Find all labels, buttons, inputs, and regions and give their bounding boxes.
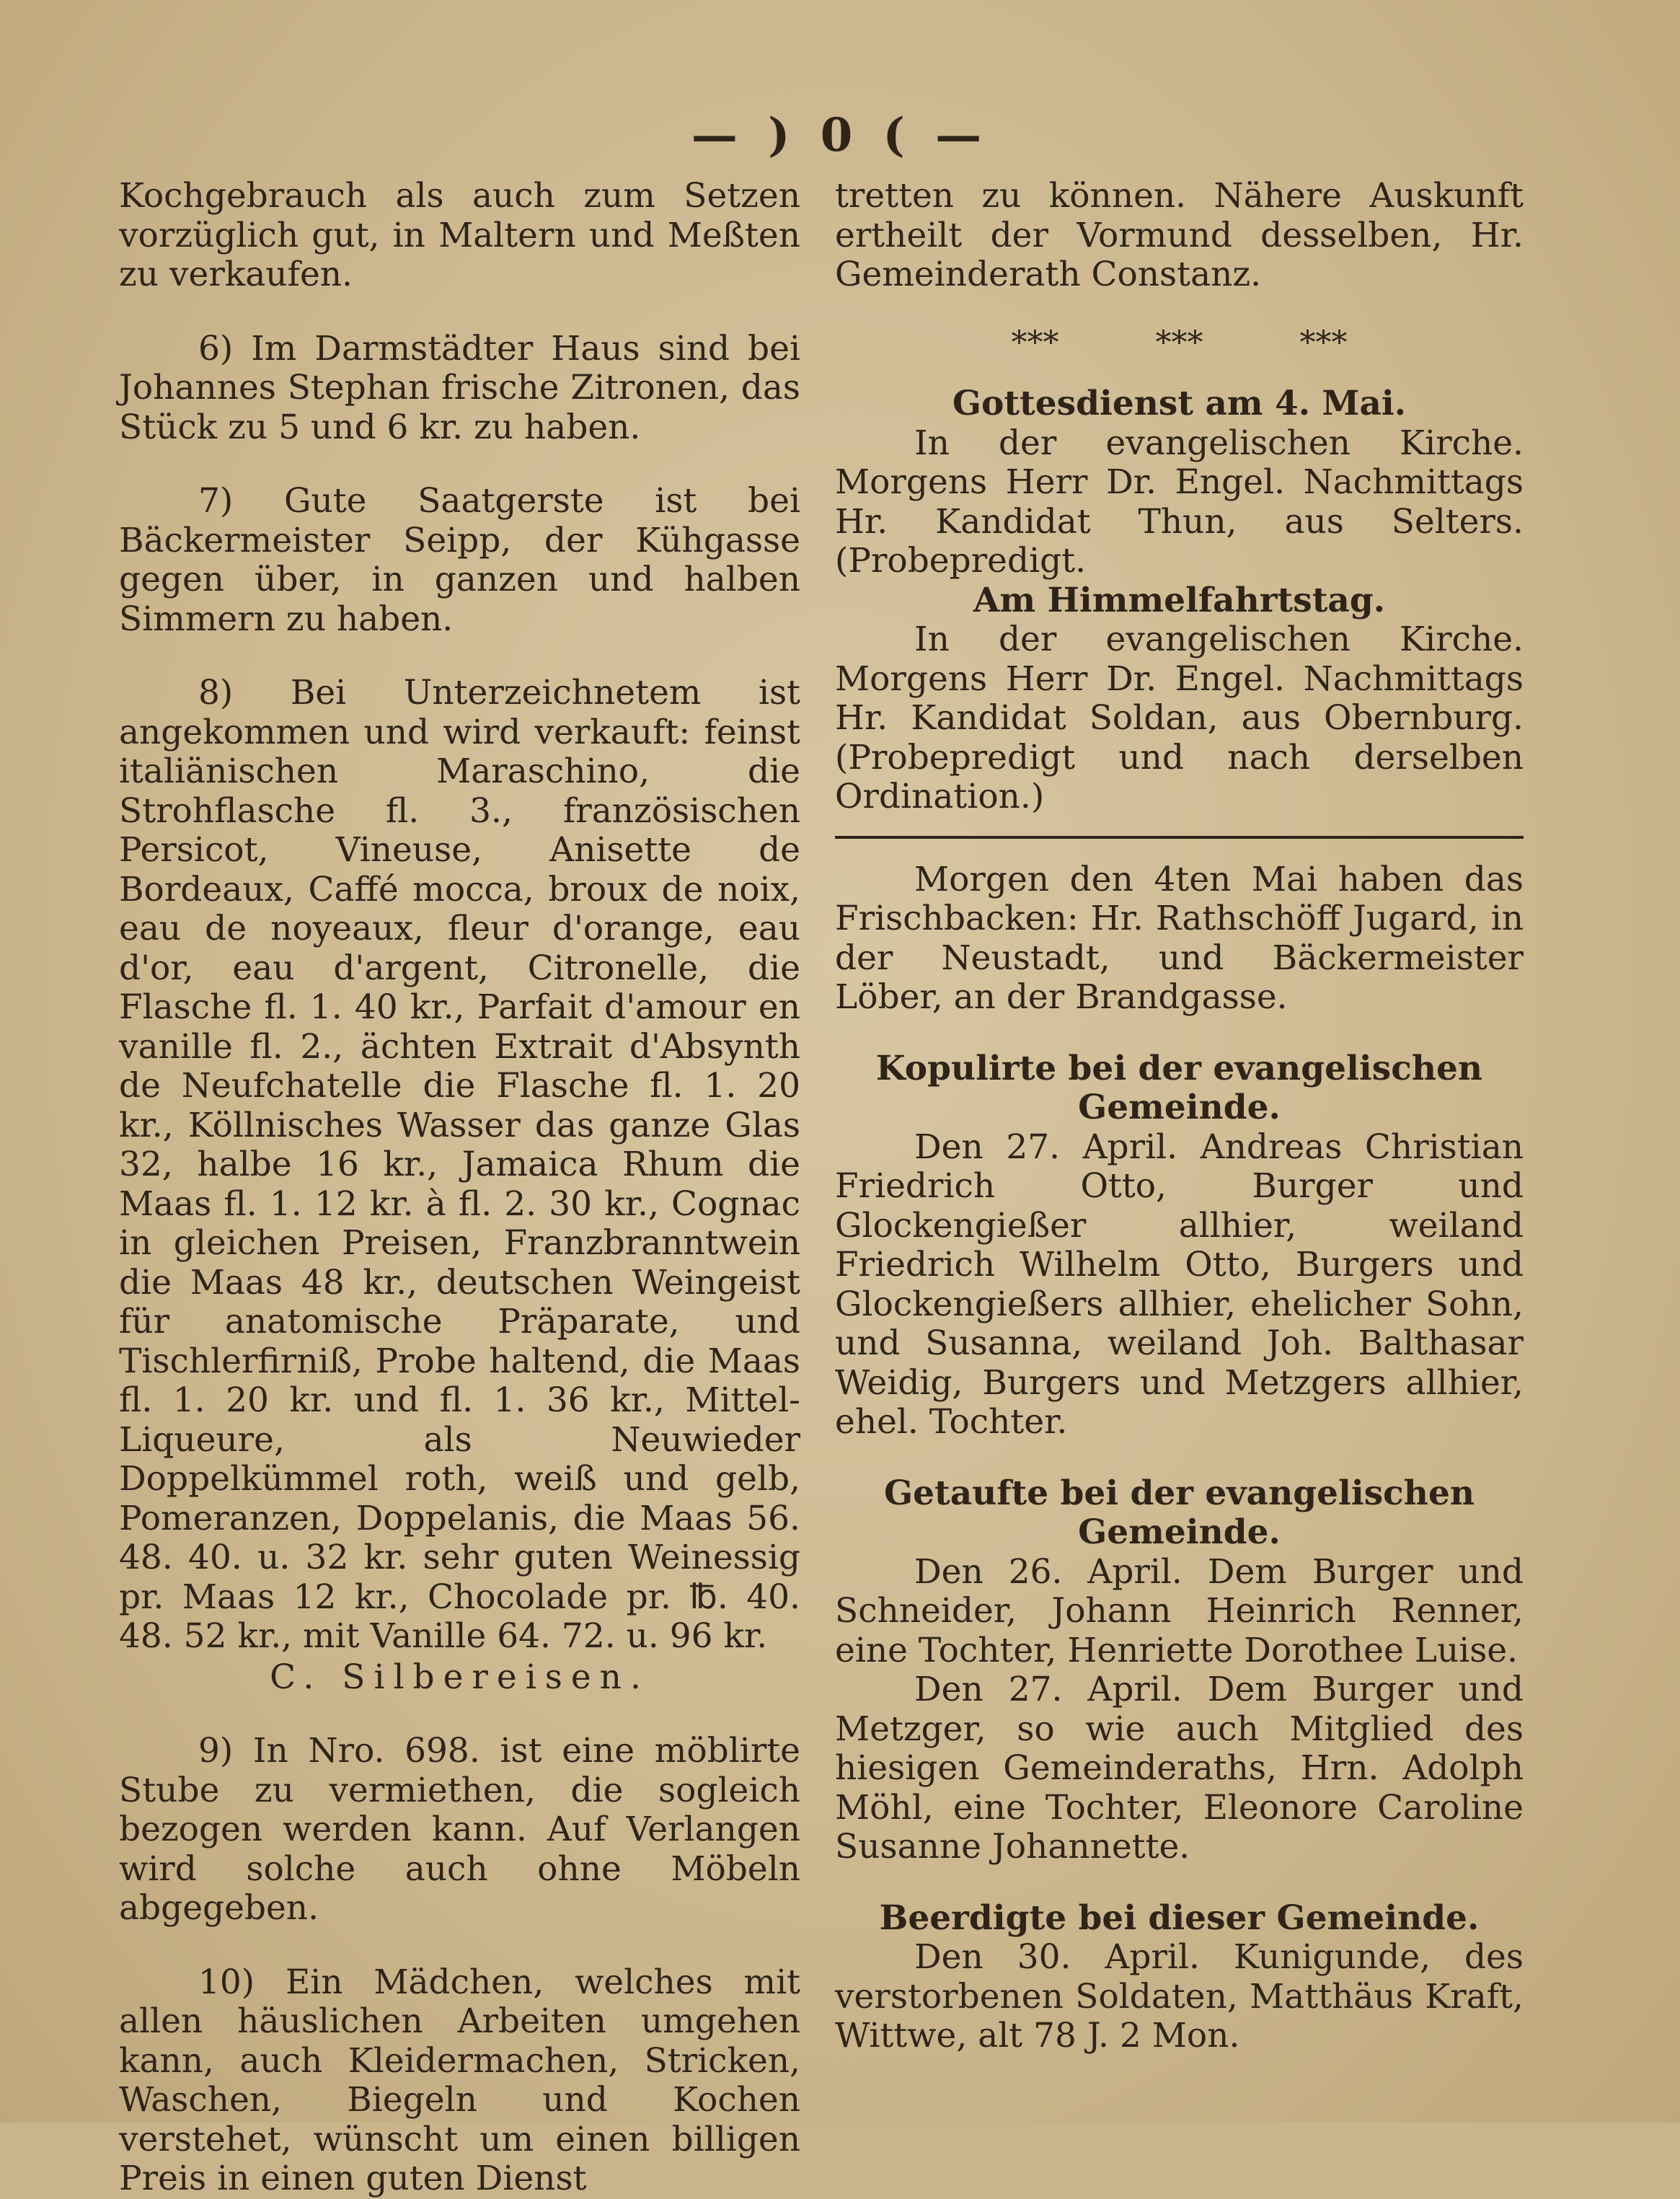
buried-text: Den 30. April. Kunigunde, des verstorbenen Soldaten, Matthäus Kraft, Wittwe, alt 78 J. 2 Mon. bbox=[835, 1937, 1524, 2055]
horizontal-rule bbox=[835, 836, 1524, 839]
service-heading: Gottesdienst am 4. Mai. bbox=[952, 384, 1407, 423]
married-text: Den 27. April. Andreas Christian Friedrich Otto, Burger und Glockengießer allhier, weiland Friedrich Wilhelm Otto, Burgers und Glockengießers allhier, ehelicher Sohn, und Susanna, weiland Joh. Balthasar Weidig, Burgers und Metzgers allhier, ehel. Tochter. bbox=[835, 1127, 1524, 1442]
baptized-entry-1: Den 26. April. Dem Burger und Schneider, Johann Heinrich Renner, eine Tochter, Henriette Dorothee Luise. bbox=[835, 1551, 1524, 1670]
left-continuation-text: Kochgebrauch als auch zum Setzen vorzüglich gut, in Maltern und Meßten zu verkaufen. bbox=[119, 176, 800, 294]
service-text: In der evangelischen Kirche. Morgens Herr Dr. Engel. Nachmittags Hr. Kandidat Thun, aus Selters. (Probepredigt. bbox=[835, 423, 1524, 581]
left-column bbox=[119, 177, 800, 2199]
advertisement-8-signature: C. Silbereisen. bbox=[270, 1657, 650, 1697]
ascension-text: In der evangelischen Kirche. Morgens Herr Dr. Engel. Nachmittags Hr. Kandidat Soldan, aus Obernburg. (Probepredigt und nach derselben Ordination.) bbox=[835, 620, 1524, 816]
baptized-entry-2: Den 27. April. Dem Burger und Metzger, so wie auch Mitglied des hiesigen Gemeinderaths, Hrn. Adolph Möhl, eine Tochter, Eleonore Caroline Susanne Johannette. bbox=[835, 1670, 1524, 1867]
right-column bbox=[835, 177, 1524, 2056]
married-heading: Kopulirte bei der evangelischen Gemeinde. bbox=[875, 1048, 1483, 1127]
advertisement-9: 9) In Nro. 698. ist eine möblirte Stube zu vermiethen, die sogleich bezogen werden kann. Auf Verlangen wird solche auch ohne Möbeln abgegeben. bbox=[119, 1731, 800, 1928]
right-continuation-text: tretten zu können. Nähere Auskunft ertheilt der Vormund desselben, Hr. Gemeinderath Constanz. bbox=[835, 176, 1524, 294]
advertisement-10: 10) Ein Mädchen, welches mit allen häuslichen Arbeiten umgehen kann, auch Kleidermachen, Stricken, Waschen, Biegeln und Kochen verstehet, wünscht um einen billigen Preis in einen guten Dienst bbox=[119, 1962, 800, 2198]
baking-notice: Morgen den 4ten Mai haben das Frischbacken: Hr. Rathschöff Jugard, in der Neustadt, und Bäckermeister Löber, an der Brandgasse. bbox=[835, 859, 1524, 1017]
page-number: — ) 0 ( — bbox=[691, 108, 989, 162]
baptized-heading: Getaufte bei der evangelischen Gemeinde. bbox=[883, 1473, 1475, 1552]
section-stars-divider: *** *** *** bbox=[1011, 324, 1348, 361]
ascension-heading: Am Himmelfahrtstag. bbox=[973, 580, 1386, 620]
buried-heading: Beerdigte bei dieser Gemeinde. bbox=[879, 1898, 1480, 1938]
advertisement-7: 7) Gute Saatgerste ist bei Bäckermeister Seipp, der Kühgasse gegen über, in ganzen und halben Simmern zu haben. bbox=[119, 481, 800, 639]
advertisement-8: 8) Bei Unterzeichnetem ist angekommen und wird verkauft: feinst italiänischen Maraschino, die Strohflasche fl. 3., französischen Persicot, Vineuse, Anisette de Bordeaux, Caffé mocca, broux de noix, eau de noyeaux, fleur d'orange, eau d'or, eau d'argent, Citronelle, die Flasche fl. 1. 40 kr., Parfait d'amour en vanille fl. 2., ächten Extrait d'Absynth de Neufchatelle die Flasche fl. 1. 20 kr., Köllnisches Wasser das ganze Glas 32, halbe 16 kr., Jamaica Rhum die Maas fl. 1. 12 kr. à fl. 2. 30 kr., Cognac in gleichen Preisen, Franzbranntwein die Maas 48 kr., deutschen Weingeist für anatomische Präparate, und Tischlerfirniß, Probe haltend, die Maas fl. 1. 20 kr. und fl. 1. 36 kr., Mittel-Liqueure, als Neuwieder Doppelkümmel roth, weiß und gelb, Pomeranzen, Doppelanis, die Maas 56. 48. 40. u. 32 kr. sehr guten Weinessig pr. Maas 12 kr., Chocolade pr. ℔. 40. 48. 52 kr., mit Vanille 64. 72. u. 96 kr. bbox=[119, 673, 800, 1656]
advertisement-6: 6) Im Darmstädter Haus sind bei Johannes Stephan frische Zitronen, das Stück zu 5 und 6 kr. zu haben. bbox=[119, 328, 800, 447]
